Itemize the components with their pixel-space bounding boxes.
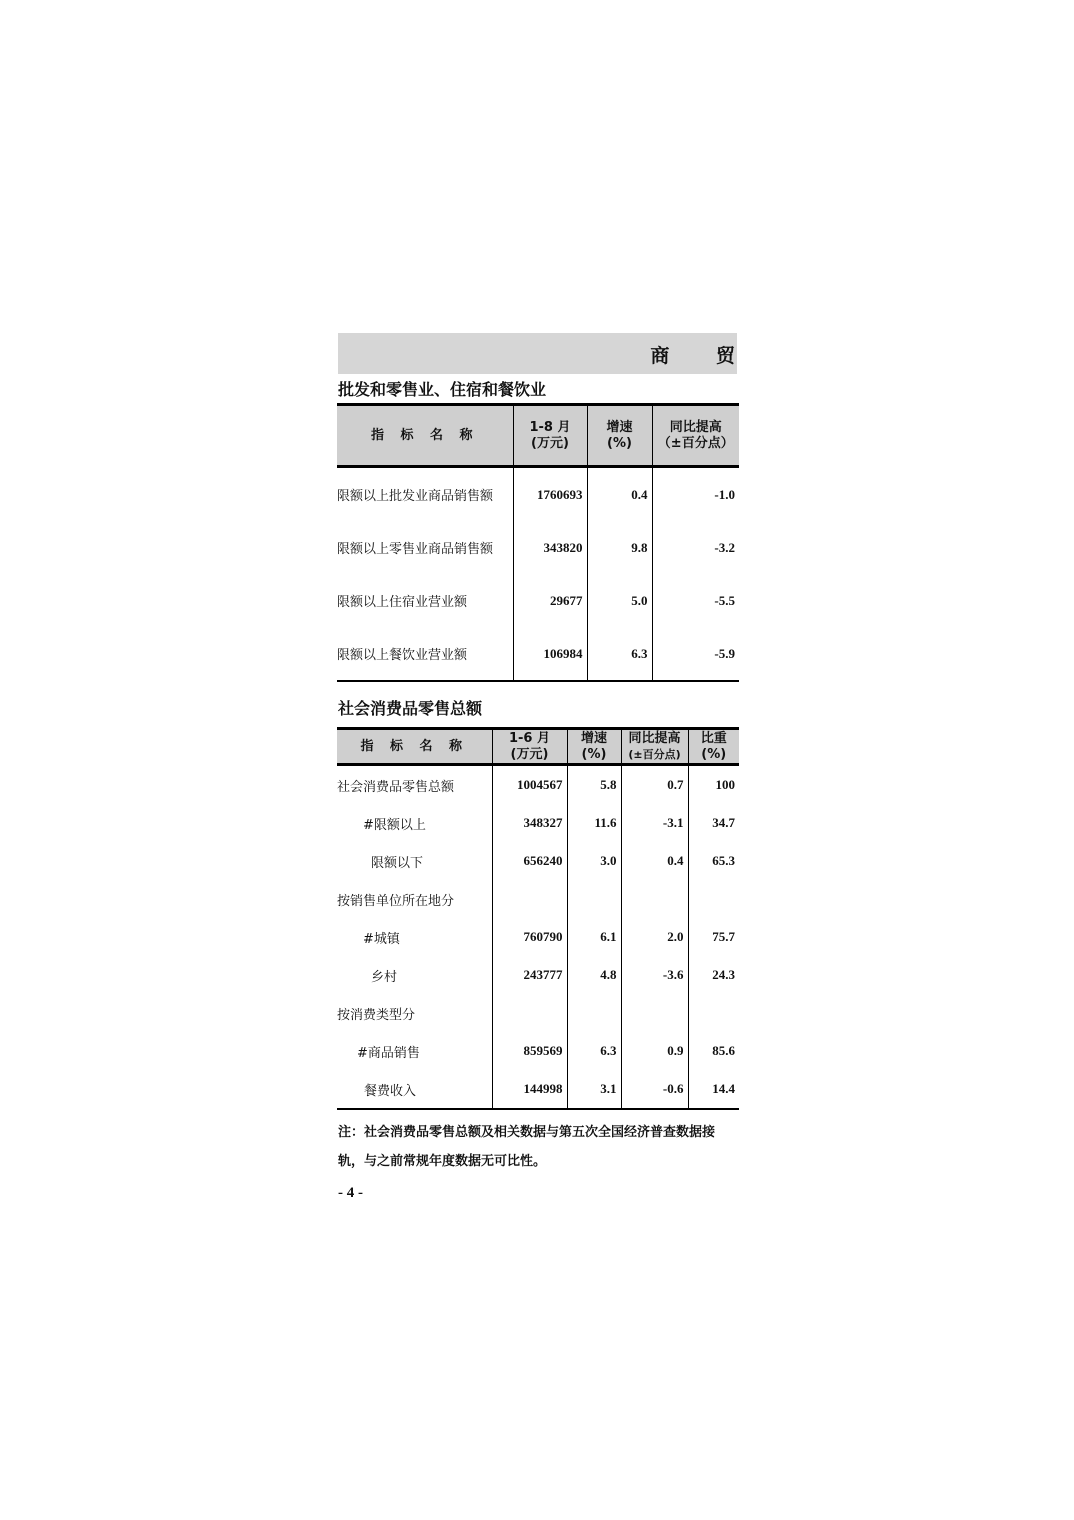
- row-share: 100: [688, 765, 739, 805]
- col-header-yoy: 同比提高 (±百分点): [621, 729, 688, 765]
- section2-title: 社会消费品零售总额: [338, 699, 483, 718]
- table-row: [337, 467, 739, 522]
- row-growth: 3.0: [567, 842, 621, 880]
- row-name: 限额以上住宿业营业额: [337, 595, 468, 610]
- row-name: 餐费收入: [337, 1070, 492, 1109]
- row-growth: 6.1: [567, 918, 621, 956]
- wholesale-retail-table: [337, 403, 739, 682]
- row-name: 按消费类型分: [337, 1007, 416, 1023]
- table-row: [337, 521, 739, 574]
- row-growth: 4.8: [567, 956, 621, 994]
- row-yoy: -3.6: [621, 956, 688, 994]
- page-number: - 4 -: [338, 1185, 363, 1201]
- row-growth: [567, 994, 621, 1032]
- row-yoy: -3.1: [621, 804, 688, 842]
- row-value: 106984: [513, 627, 587, 681]
- row-value: 1004567: [492, 765, 567, 805]
- retail-sales-table: [337, 727, 739, 1110]
- row-growth: 6.3: [587, 627, 652, 681]
- row-value: 144998: [492, 1070, 567, 1109]
- row-value: 29677: [513, 574, 587, 627]
- row-yoy: -5.9: [652, 627, 739, 681]
- row-name: 限额以上餐饮业营业额: [337, 627, 513, 681]
- col-header-share: 比重 (%): [688, 729, 739, 765]
- row-growth: 5.8: [567, 765, 621, 805]
- row-name: 社会消费品零售总额: [337, 779, 455, 795]
- row-yoy: -3.2: [652, 521, 739, 574]
- table-row: [337, 1070, 739, 1109]
- row-growth: 11.6: [567, 804, 621, 842]
- row-value: 859569: [492, 1032, 567, 1070]
- row-value: 760790: [492, 918, 567, 956]
- table-row: [337, 918, 739, 956]
- row-name: 限额以上批发业商品销售额: [337, 489, 494, 504]
- row-share: [688, 994, 739, 1032]
- row-share: 24.3: [688, 956, 739, 994]
- section1-title: 批发和零售业、住宿和餐饮业: [338, 380, 547, 399]
- row-growth: 0.4: [587, 467, 652, 522]
- row-yoy: 0.4: [621, 842, 688, 880]
- table-header-row: [337, 729, 739, 765]
- row-share: 85.6: [688, 1032, 739, 1070]
- row-name: #商品销售: [357, 1045, 420, 1061]
- row-name: 限额以上零售业商品销售额: [337, 542, 494, 557]
- table-row: [337, 880, 739, 918]
- table-row: [337, 1032, 739, 1070]
- footnote: 注：社会消费品零售总额及相关数据与第五次全国经济普查数据接轨，与之前常规年度数据无可比性。: [338, 1125, 716, 1169]
- row-yoy: 0.7: [621, 765, 688, 805]
- row-value: 656240: [492, 842, 567, 880]
- table-row: [337, 574, 739, 627]
- table-row: [337, 627, 739, 681]
- table-row: [337, 804, 739, 842]
- col-header-growth: 增速 (%): [587, 405, 652, 467]
- row-value: [492, 880, 567, 918]
- section-header-title: 商 贸: [650, 345, 755, 367]
- row-value: 243777: [492, 956, 567, 994]
- row-yoy: 2.0: [621, 918, 688, 956]
- row-value: 343820: [513, 521, 587, 574]
- row-growth: 6.3: [567, 1032, 621, 1070]
- row-yoy: [621, 994, 688, 1032]
- col-header-name: 指 标 名 称: [337, 405, 513, 467]
- table-row: [337, 956, 739, 994]
- row-yoy: [621, 880, 688, 918]
- row-name: #城镇: [363, 931, 400, 947]
- col-header-period: 1-8 月 (万元): [513, 405, 587, 467]
- table-row: [337, 765, 739, 805]
- col-header-growth: 增速 (%): [567, 729, 621, 765]
- row-name: 限额以下: [371, 855, 424, 871]
- row-name: #限额以上: [363, 817, 426, 833]
- row-share: 65.3: [688, 842, 739, 880]
- row-yoy: -5.5: [652, 574, 739, 627]
- row-growth: [567, 880, 621, 918]
- col-header-period: 1-6 月 (万元): [492, 729, 567, 765]
- row-growth: 9.8: [587, 521, 652, 574]
- col-header-name: 指 标 名 称: [337, 729, 492, 765]
- table-row: [337, 994, 739, 1032]
- row-value: 348327: [492, 804, 567, 842]
- row-yoy: -1.0: [652, 467, 739, 522]
- row-growth: 3.1: [567, 1070, 621, 1109]
- row-share: 14.4: [688, 1070, 739, 1109]
- table-header-row: [337, 405, 739, 467]
- row-value: 1760693: [513, 467, 587, 522]
- row-yoy: 0.9: [621, 1032, 688, 1070]
- row-name: 按销售单位所在地分: [337, 893, 455, 909]
- row-share: [688, 880, 739, 918]
- section-header-band: [338, 333, 755, 374]
- row-value: [492, 994, 567, 1032]
- row-share: 34.7: [688, 804, 739, 842]
- row-yoy: -0.6: [621, 1070, 688, 1109]
- table-row: [337, 842, 739, 880]
- row-name: 乡村: [371, 969, 398, 985]
- row-share: 75.7: [688, 918, 739, 956]
- col-header-yoy: 同比提高 （±百分点）: [652, 405, 739, 467]
- row-growth: 5.0: [587, 574, 652, 627]
